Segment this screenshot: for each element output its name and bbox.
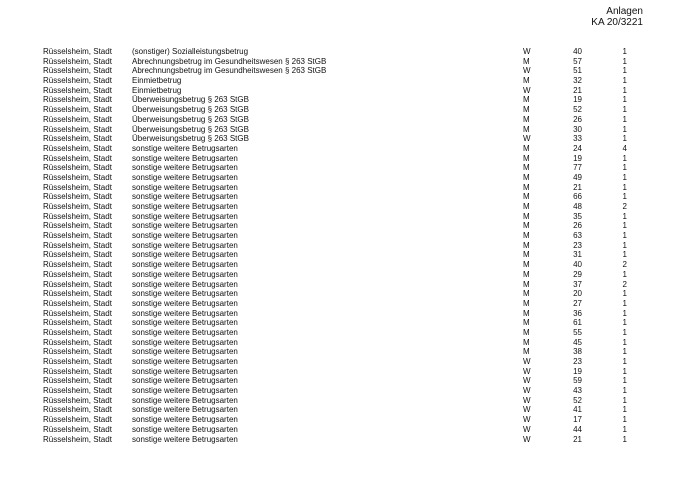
age-cell: 52: [573, 105, 582, 115]
age-cell: 63: [573, 231, 582, 241]
table-row: [0, 47, 700, 57]
count-cell: 1: [622, 347, 627, 357]
sex-cell: W: [523, 415, 531, 425]
age-cell: 27: [573, 298, 582, 308]
sex-cell: M: [523, 124, 530, 134]
age-cell: 43: [573, 386, 582, 396]
sex-cell: W: [523, 357, 531, 366]
table-row: [0, 134, 700, 144]
table-row: [0, 57, 700, 67]
sex-cell: M: [523, 211, 530, 221]
count-cell: 1: [622, 76, 627, 86]
age-cell: 21: [573, 434, 582, 444]
table-row: [0, 357, 700, 367]
city-cell: Rüsselsheim, Stadt: [43, 76, 112, 86]
age-cell: 59: [573, 376, 582, 386]
table-row: [0, 280, 700, 290]
count-cell: 1: [622, 134, 627, 144]
city-cell: Rüsselsheim, Stadt: [43, 405, 112, 415]
sex-cell: W: [523, 424, 531, 434]
age-cell: 24: [573, 143, 582, 153]
sex-cell: M: [523, 95, 530, 105]
offense-type-cell: Abrechnungsbetrug im Gesundheitswesen § 263 StGB: [132, 56, 327, 66]
sex-cell: M: [523, 347, 530, 357]
age-cell: 48: [573, 202, 582, 211]
city-cell: Rüsselsheim, Stadt: [43, 337, 112, 347]
count-cell: 1: [622, 182, 627, 192]
offense-type-cell: sonstige weitere Betrugsarten: [132, 279, 238, 289]
count-cell: 1: [622, 114, 627, 124]
city-cell: Rüsselsheim, Stadt: [43, 327, 112, 337]
city-cell: Rüsselsheim, Stadt: [43, 298, 112, 308]
count-cell: 1: [622, 172, 627, 182]
offense-type-cell: sonstige weitere Betrugsarten: [132, 240, 238, 250]
sex-cell: M: [523, 172, 530, 182]
sex-cell: W: [523, 395, 531, 405]
city-cell: Rüsselsheim, Stadt: [43, 192, 112, 202]
count-cell: 1: [622, 405, 627, 415]
sex-cell: M: [523, 143, 530, 153]
table-row: [0, 221, 700, 231]
count-cell: 1: [622, 424, 627, 434]
offense-type-cell: sonstige weitere Betrugsarten: [132, 434, 238, 444]
count-cell: 2: [622, 279, 627, 289]
table-row: [0, 309, 700, 319]
count-cell: 1: [622, 163, 627, 173]
count-cell: 1: [622, 192, 627, 202]
offense-type-cell: Abrechnungsbetrug im Gesundheitswesen § 263 StGB: [132, 66, 327, 76]
table-row: [0, 270, 700, 280]
sex-cell: M: [523, 260, 530, 270]
sex-cell: M: [523, 327, 530, 337]
city-cell: Rüsselsheim, Stadt: [43, 143, 112, 153]
table-row: [0, 405, 700, 415]
city-cell: Rüsselsheim, Stadt: [43, 163, 112, 173]
table-row: [0, 183, 700, 193]
count-cell: 1: [622, 395, 627, 405]
count-cell: 1: [622, 357, 627, 366]
count-cell: 1: [622, 434, 627, 444]
count-cell: 1: [622, 318, 627, 328]
table-row: [0, 299, 700, 309]
age-cell: 66: [573, 192, 582, 202]
city-cell: Rüsselsheim, Stadt: [43, 386, 112, 396]
city-cell: Rüsselsheim, Stadt: [43, 260, 112, 270]
age-cell: 20: [573, 289, 582, 299]
age-cell: 26: [573, 221, 582, 231]
sex-cell: M: [523, 182, 530, 192]
city-cell: Rüsselsheim, Stadt: [43, 366, 112, 376]
city-cell: Rüsselsheim, Stadt: [43, 424, 112, 434]
age-cell: 51: [573, 66, 582, 76]
city-cell: Rüsselsheim, Stadt: [43, 56, 112, 66]
age-cell: 35: [573, 211, 582, 221]
offense-type-cell: sonstige weitere Betrugsarten: [132, 366, 238, 376]
age-cell: 23: [573, 240, 582, 250]
age-cell: 38: [573, 347, 582, 357]
page-header: [591, 6, 643, 28]
sex-cell: M: [523, 337, 530, 347]
count-cell: 1: [622, 47, 627, 56]
sex-cell: W: [523, 47, 531, 56]
age-cell: 37: [573, 279, 582, 289]
table-row: [0, 386, 700, 396]
sex-cell: M: [523, 56, 530, 66]
data-table: [0, 47, 700, 444]
city-cell: Rüsselsheim, Stadt: [43, 66, 112, 76]
city-cell: Rüsselsheim, Stadt: [43, 240, 112, 250]
age-cell: 44: [573, 424, 582, 434]
age-cell: 19: [573, 153, 582, 163]
age-cell: 23: [573, 357, 582, 366]
count-cell: 1: [622, 415, 627, 425]
city-cell: Rüsselsheim, Stadt: [43, 134, 112, 144]
sex-cell: M: [523, 114, 530, 124]
offense-type-cell: sonstige weitere Betrugsarten: [132, 260, 238, 270]
city-cell: Rüsselsheim, Stadt: [43, 114, 112, 124]
sex-cell: M: [523, 298, 530, 308]
table-row: [0, 415, 700, 425]
table-row: [0, 367, 700, 377]
city-cell: Rüsselsheim, Stadt: [43, 153, 112, 163]
city-cell: Rüsselsheim, Stadt: [43, 250, 112, 260]
city-cell: Rüsselsheim, Stadt: [43, 318, 112, 328]
header-annex-label: Anlagen: [606, 6, 643, 17]
age-cell: 36: [573, 308, 582, 318]
offense-type-cell: sonstige weitere Betrugsarten: [132, 153, 238, 163]
age-cell: 21: [573, 182, 582, 192]
sex-cell: M: [523, 269, 530, 279]
age-cell: 32: [573, 76, 582, 86]
age-cell: 30: [573, 124, 582, 134]
count-cell: 1: [622, 327, 627, 337]
city-cell: Rüsselsheim, Stadt: [43, 289, 112, 299]
table-row: [0, 76, 700, 86]
sex-cell: M: [523, 221, 530, 231]
table-row: [0, 328, 700, 338]
offense-type-cell: sonstige weitere Betrugsarten: [132, 327, 238, 337]
offense-type-cell: sonstige weitere Betrugsarten: [132, 221, 238, 231]
offense-type-cell: sonstige weitere Betrugsarten: [132, 395, 238, 405]
city-cell: Rüsselsheim, Stadt: [43, 308, 112, 318]
sex-cell: M: [523, 202, 530, 211]
offense-type-cell: sonstige weitere Betrugsarten: [132, 250, 238, 260]
sex-cell: M: [523, 279, 530, 289]
offense-type-cell: sonstige weitere Betrugsarten: [132, 163, 238, 173]
sex-cell: W: [523, 386, 531, 396]
offense-type-cell: sonstige weitere Betrugsarten: [132, 298, 238, 308]
offense-type-cell: Einmietbetrug: [132, 76, 182, 86]
sex-cell: M: [523, 318, 530, 328]
sex-cell: M: [523, 105, 530, 115]
count-cell: 1: [622, 95, 627, 105]
sex-cell: M: [523, 153, 530, 163]
table-row: [0, 250, 700, 260]
offense-type-cell: sonstige weitere Betrugsarten: [132, 424, 238, 434]
count-cell: 1: [622, 105, 627, 115]
count-cell: 4: [622, 143, 627, 153]
offense-type-cell: Überweisungsbetrug § 263 StGB: [132, 95, 249, 105]
city-cell: Rüsselsheim, Stadt: [43, 202, 112, 211]
offense-type-cell: sonstige weitere Betrugsarten: [132, 143, 238, 153]
table-row: [0, 192, 700, 202]
city-cell: Rüsselsheim, Stadt: [43, 105, 112, 115]
offense-type-cell: sonstige weitere Betrugsarten: [132, 289, 238, 299]
count-cell: 1: [622, 376, 627, 386]
city-cell: Rüsselsheim, Stadt: [43, 172, 112, 182]
age-cell: 77: [573, 163, 582, 173]
city-cell: Rüsselsheim, Stadt: [43, 269, 112, 279]
table-row: [0, 376, 700, 386]
sex-cell: M: [523, 76, 530, 86]
sex-cell: W: [523, 376, 531, 386]
count-cell: 2: [622, 202, 627, 211]
city-cell: Rüsselsheim, Stadt: [43, 357, 112, 366]
offense-type-cell: sonstige weitere Betrugsarten: [132, 318, 238, 328]
sex-cell: W: [523, 366, 531, 376]
offense-type-cell: Überweisungsbetrug § 263 StGB: [132, 124, 249, 134]
age-cell: 19: [573, 366, 582, 376]
offense-type-cell: sonstige weitere Betrugsarten: [132, 211, 238, 221]
offense-type-cell: sonstige weitere Betrugsarten: [132, 308, 238, 318]
age-cell: 17: [573, 415, 582, 425]
offense-type-cell: sonstige weitere Betrugsarten: [132, 231, 238, 241]
count-cell: 1: [622, 308, 627, 318]
table-row: [0, 173, 700, 183]
age-cell: 29: [573, 269, 582, 279]
city-cell: Rüsselsheim, Stadt: [43, 231, 112, 241]
table-row: [0, 95, 700, 105]
table-row: [0, 212, 700, 222]
city-cell: Rüsselsheim, Stadt: [43, 279, 112, 289]
table-row: [0, 66, 700, 76]
table-row: [0, 105, 700, 115]
offense-type-cell: sonstige weitere Betrugsarten: [132, 347, 238, 357]
sex-cell: M: [523, 192, 530, 202]
count-cell: 1: [622, 240, 627, 250]
offense-type-cell: Überweisungsbetrug § 263 StGB: [132, 134, 249, 144]
table-row: [0, 435, 700, 445]
count-cell: 1: [622, 289, 627, 299]
age-cell: 45: [573, 337, 582, 347]
age-cell: 57: [573, 56, 582, 66]
table-row: [0, 125, 700, 135]
age-cell: 19: [573, 95, 582, 105]
sex-cell: W: [523, 66, 531, 76]
sex-cell: W: [523, 134, 531, 144]
table-row: [0, 144, 700, 154]
table-row: [0, 202, 700, 212]
age-cell: 41: [573, 405, 582, 415]
count-cell: 1: [622, 221, 627, 231]
count-cell: 1: [622, 211, 627, 221]
sex-cell: W: [523, 85, 531, 95]
sex-cell: W: [523, 405, 531, 415]
offense-type-cell: sonstige weitere Betrugsarten: [132, 172, 238, 182]
offense-type-cell: sonstige weitere Betrugsarten: [132, 202, 238, 211]
city-cell: Rüsselsheim, Stadt: [43, 211, 112, 221]
count-cell: 1: [622, 85, 627, 95]
table-row: [0, 396, 700, 406]
table-row: [0, 347, 700, 357]
offense-type-cell: (sonstiger) Sozialleistungsbetrug: [132, 47, 249, 56]
offense-type-cell: sonstige weitere Betrugsarten: [132, 182, 238, 192]
table-row: [0, 115, 700, 125]
age-cell: 33: [573, 134, 582, 144]
age-cell: 55: [573, 327, 582, 337]
age-cell: 40: [573, 47, 582, 56]
sex-cell: M: [523, 308, 530, 318]
city-cell: Rüsselsheim, Stadt: [43, 95, 112, 105]
count-cell: 1: [622, 231, 627, 241]
sex-cell: M: [523, 240, 530, 250]
sex-cell: M: [523, 289, 530, 299]
offense-type-cell: Einmietbetrug: [132, 85, 182, 95]
sex-cell: M: [523, 231, 530, 241]
age-cell: 31: [573, 250, 582, 260]
age-cell: 26: [573, 114, 582, 124]
table-row: [0, 425, 700, 435]
offense-type-cell: sonstige weitere Betrugsarten: [132, 192, 238, 202]
table-row: [0, 241, 700, 251]
count-cell: 1: [622, 66, 627, 76]
count-cell: 1: [622, 56, 627, 66]
offense-type-cell: Überweisungsbetrug § 263 StGB: [132, 114, 249, 124]
table-row: [0, 318, 700, 328]
offense-type-cell: sonstige weitere Betrugsarten: [132, 357, 238, 366]
count-cell: 2: [622, 260, 627, 270]
offense-type-cell: sonstige weitere Betrugsarten: [132, 376, 238, 386]
count-cell: 1: [622, 124, 627, 134]
sex-cell: M: [523, 250, 530, 260]
count-cell: 1: [622, 250, 627, 260]
count-cell: 1: [622, 386, 627, 396]
city-cell: Rüsselsheim, Stadt: [43, 415, 112, 425]
city-cell: Rüsselsheim, Stadt: [43, 221, 112, 231]
offense-type-cell: sonstige weitere Betrugsarten: [132, 386, 238, 396]
city-cell: Rüsselsheim, Stadt: [43, 434, 112, 444]
count-cell: 1: [622, 366, 627, 376]
city-cell: Rüsselsheim, Stadt: [43, 124, 112, 134]
offense-type-cell: sonstige weitere Betrugsarten: [132, 415, 238, 425]
table-row: [0, 338, 700, 348]
table-row: [0, 163, 700, 173]
city-cell: Rüsselsheim, Stadt: [43, 182, 112, 192]
age-cell: 40: [573, 260, 582, 270]
sex-cell: M: [523, 163, 530, 173]
table-row: [0, 154, 700, 164]
age-cell: 61: [573, 318, 582, 328]
header-document-number: KA 20/3221: [591, 17, 643, 28]
sex-cell: W: [523, 434, 531, 444]
table-row: [0, 231, 700, 241]
age-cell: 52: [573, 395, 582, 405]
table-row: [0, 86, 700, 96]
city-cell: Rüsselsheim, Stadt: [43, 395, 112, 405]
age-cell: 49: [573, 172, 582, 182]
city-cell: Rüsselsheim, Stadt: [43, 376, 112, 386]
table-row: [0, 260, 700, 270]
count-cell: 1: [622, 269, 627, 279]
count-cell: 1: [622, 337, 627, 347]
count-cell: 1: [622, 298, 627, 308]
city-cell: Rüsselsheim, Stadt: [43, 85, 112, 95]
age-cell: 21: [573, 85, 582, 95]
offense-type-cell: sonstige weitere Betrugsarten: [132, 269, 238, 279]
offense-type-cell: sonstige weitere Betrugsarten: [132, 337, 238, 347]
city-cell: Rüsselsheim, Stadt: [43, 47, 112, 56]
count-cell: 1: [622, 153, 627, 163]
offense-type-cell: Überweisungsbetrug § 263 StGB: [132, 105, 249, 115]
offense-type-cell: sonstige weitere Betrugsarten: [132, 405, 238, 415]
table-row: [0, 289, 700, 299]
city-cell: Rüsselsheim, Stadt: [43, 347, 112, 357]
